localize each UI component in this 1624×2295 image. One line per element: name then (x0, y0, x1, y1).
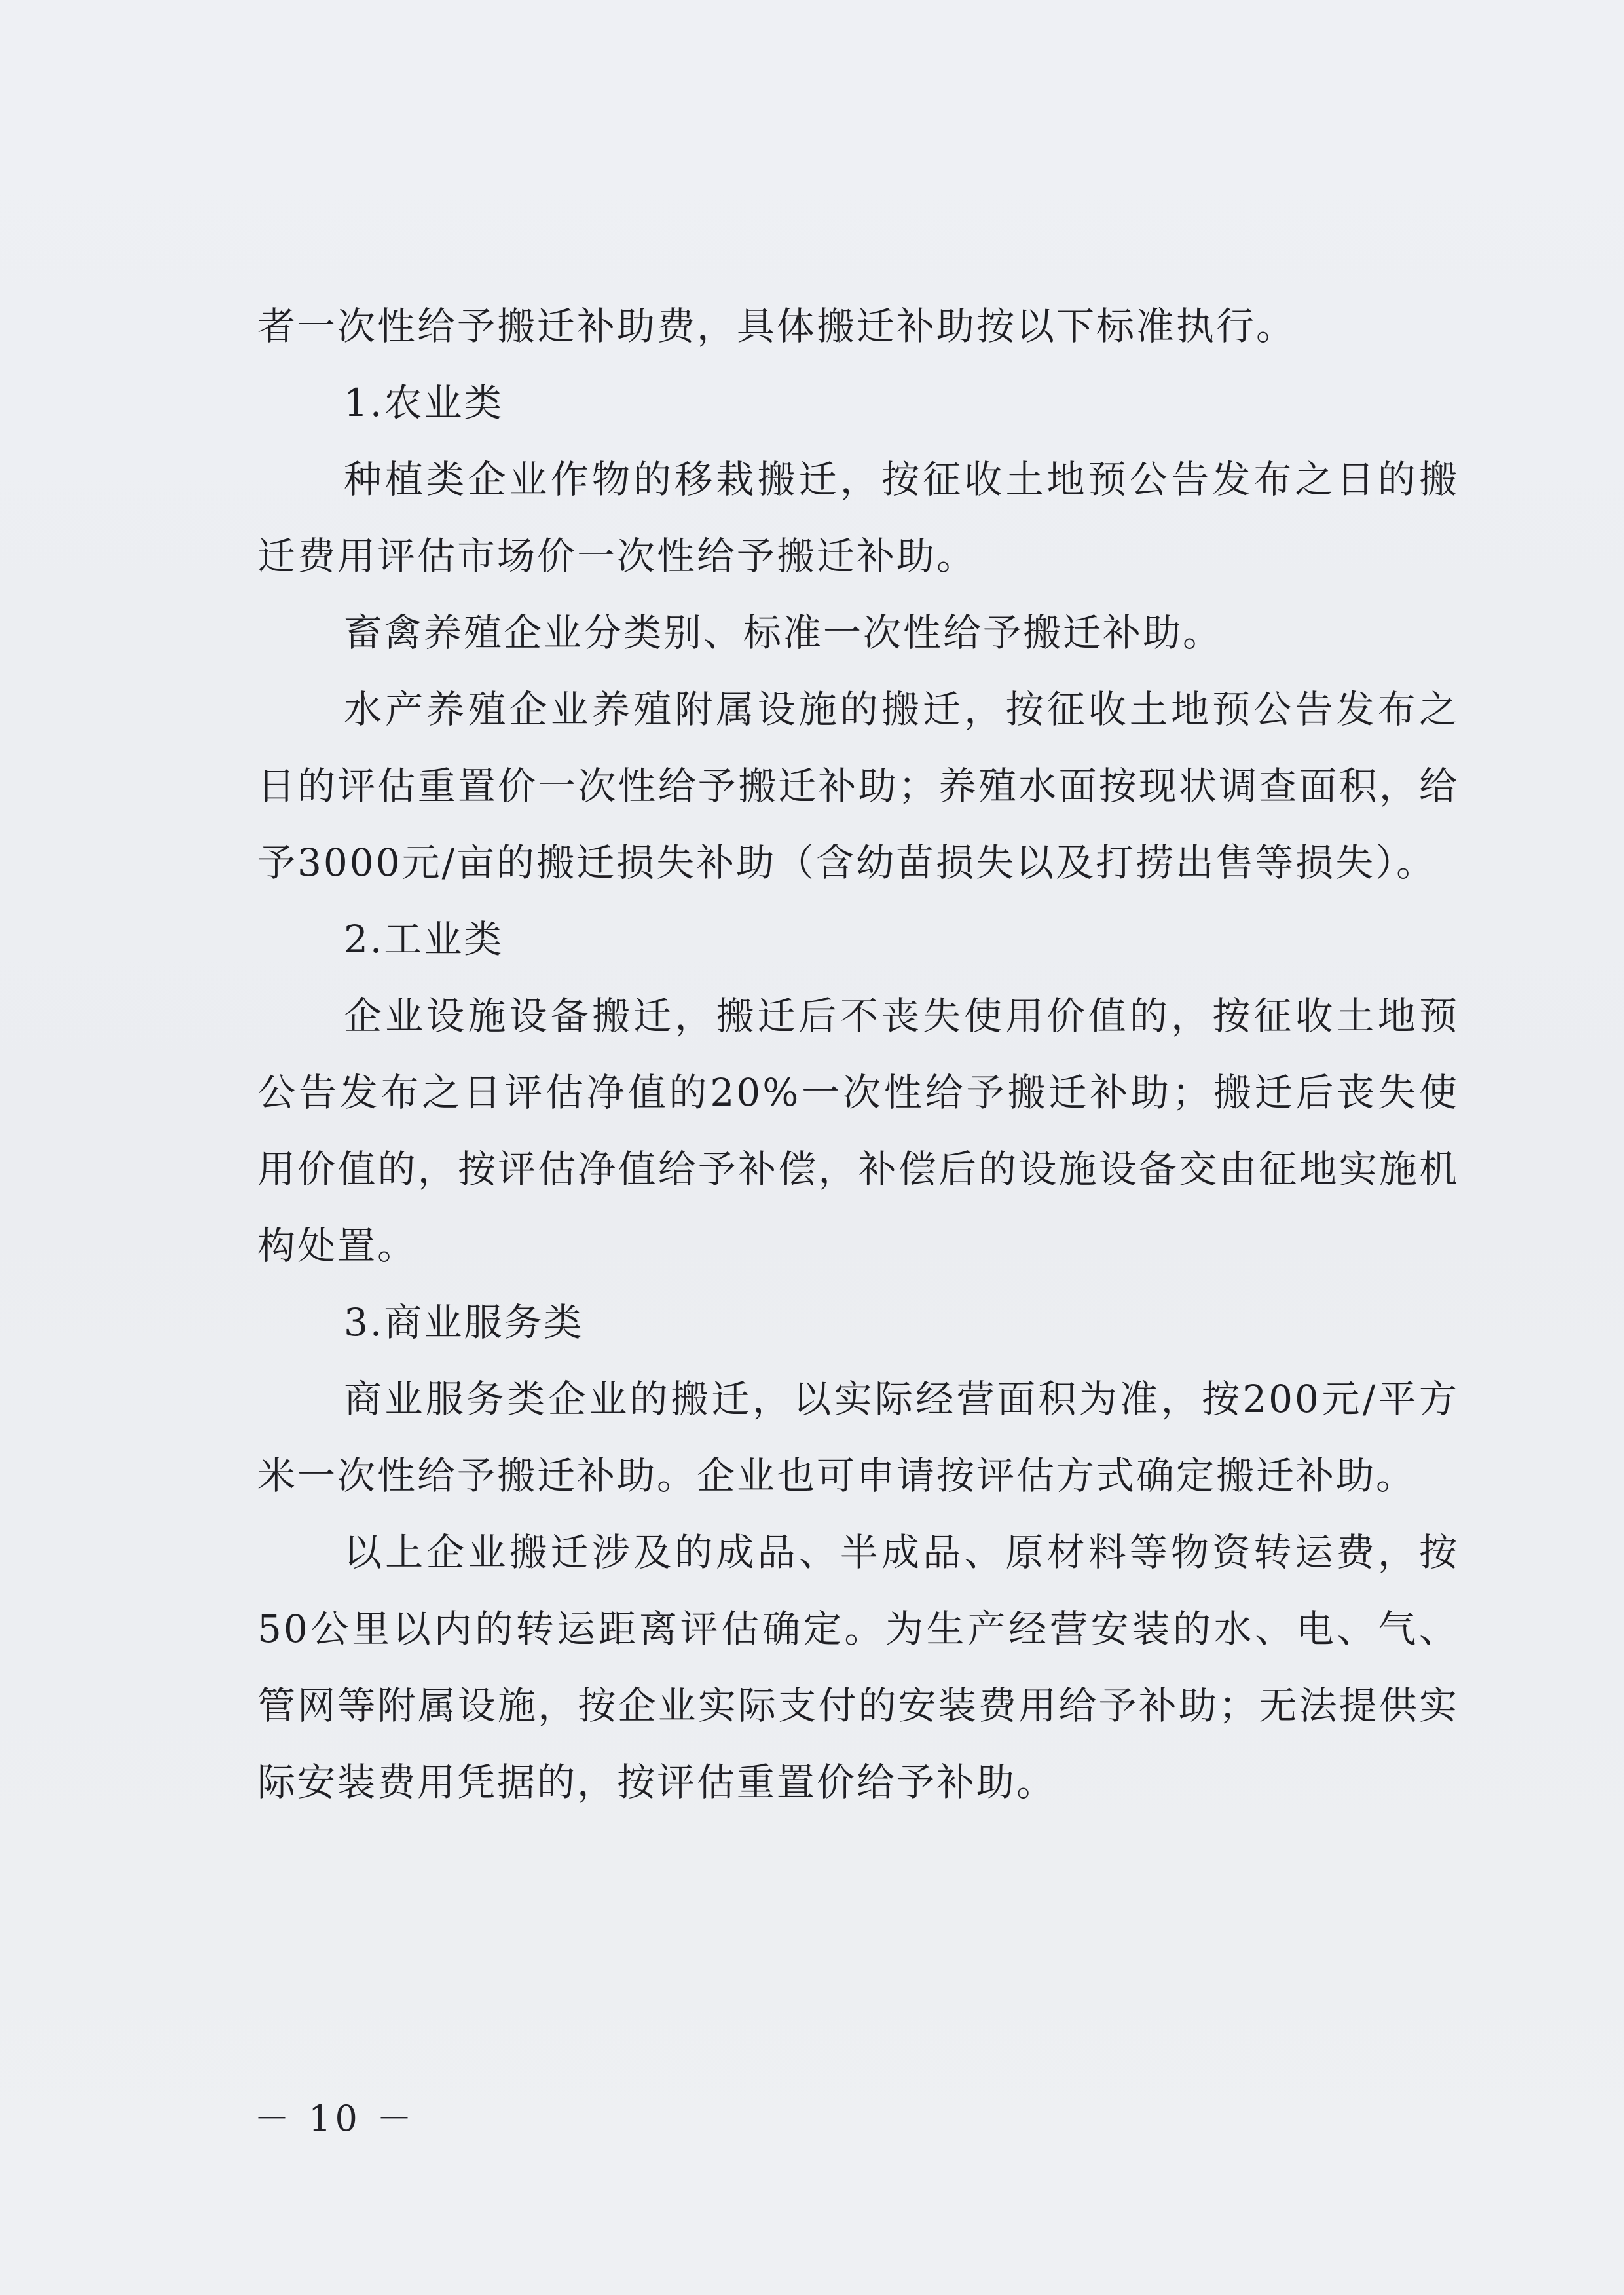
paragraph-planting: 种植类企业作物的移栽搬迁，按征收土地预公告发布之日的搬迁费用评估市场价一次性给予搬迁补助。 (257, 457, 1459, 578)
paragraph-livestock: 畜禽养殖企业分类别、标准一次性给予搬迁补助。 (344, 610, 1223, 655)
section-heading-commercial: 3.商业服务类 (344, 1300, 584, 1345)
page-number: － 10 － (254, 2098, 416, 2139)
section-heading-agriculture: 1.农业类 (344, 381, 504, 425)
document-body (257, 288, 1459, 1821)
paragraph-commercial: 商业服务类企业的搬迁，以实际经营面积为准，按200元/平方米一次性给予搬迁补助。企业也可申请按评估方式确定搬迁补助。 (257, 1377, 1459, 1498)
paragraph-continuation: 者一次性给予搬迁补助费，具体搬迁补助按以下标准执行。 (257, 304, 1297, 348)
paragraph-equipment: 企业设施设备搬迁，搬迁后不丧失使用价值的，按征收土地预公告发布之日评估净值的20%一次性给予搬迁补助；搬迁后丧失使用价值的，按评估净值给予补偿，补偿后的设施设备交由征地实施机构处置。 (257, 994, 1459, 1268)
paragraph-aquaculture: 水产养殖企业养殖附属设施的搬迁，按征收土地预公告发布之日的评估重置价一次性给予搬迁补助；养殖水面按现状调查面积，给予3000元/亩的搬迁损失补助（含幼苗损失以及打捞出售等损失）。 (257, 687, 1459, 885)
paragraph-materials-transport: 以上企业搬迁涉及的成品、半成品、原材料等物资转运费，按50公里以内的转运距离评估确定。为生产经营安装的水、电、气、管网等附属设施，按企业实际支付的安装费用给予补助；无法提供实际安装费用凭据的，按评估重置价给予补助。 (257, 1530, 1459, 1804)
section-heading-industry: 2.工业类 (344, 917, 504, 961)
